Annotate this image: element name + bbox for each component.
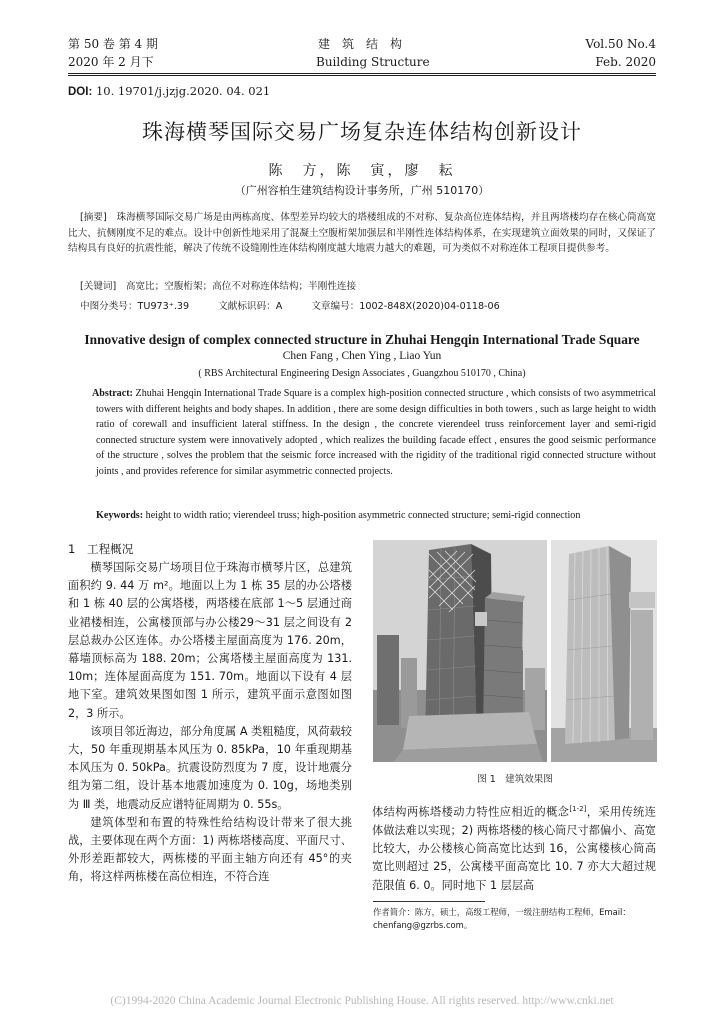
classification-row — [80, 298, 526, 312]
section-1-paragraph-2: 该项目邻近海边，部分角度属 A 类粗糙度，风荷载较大，50 年重现期基本风压为 0. 85kPa，10 年重现期基本风压为 0. 50kPa。抗震设防烈度为 7 度，设计地震分组为第二组，设计基本地震加速度为 0. 10g，场地类别为 Ⅲ 类，地震动反应谱特征周期为 0. 55s。 — [68, 724, 352, 811]
abstract-en-text: Zhuhai Hengqin International Trade Square is a complex high-position connected structure , which consists of two asymmetrical towers with different heights and body shapes. In addition , there are some design difficulties in both towers , such as large height to width ratio of corewall and insufficient lateral stiffness. In the design , the concrete vierendeel truss reinforcement layer and semi-rigid connected structure system were innovatively adopted , which realizes the building facade effect , ensures the good seismic performance of the structure , solves the problem that the seismic force increased with the rigidity of the traditional rigid connected structure without joints , and provides reference for similar asymmetric connected projects. — [96, 388, 656, 477]
continued-text-b: ，采用传统连体做法难以实现；2) 两栋塔楼的核心筒尺寸都偏小、高宽比较大，办公楼核心筒高宽比达到 16，公寓楼核心筒高宽比则超过 25，公寓楼平面高宽比 10. 7 亦大大超过规范限值 6. 0。同时地下 1 层层高 — [372, 805, 656, 892]
keywords-cn-label: [关键词] — [80, 281, 117, 292]
title-en: Innovative design of complex connected structure in Zhuhai Hengqin International Trade Square — [84, 332, 640, 347]
header-rule-thin — [68, 75, 656, 76]
section-1-paragraph-3: 建筑体型和布置的特殊性给结构设计带来了很大挑战，主要体现在两个方面：1) 两栋塔楼高度、平面尺寸、外形差距都较大，两栋楼的平面主轴方向还有 45°的夹角，将这样两栋楼在高位相连，不符合连 — [68, 815, 352, 884]
keywords-cn-text: 高宽比；空腹桁架；高位不对称连体结构；半刚性连接 — [125, 281, 357, 292]
abstract-en — [92, 386, 656, 480]
article-number: 文章编号：1002-848X(2020)04-0118-06 — [311, 301, 500, 312]
section-1-paragraph-1: 横琴国际交易广场项目位于珠海市横琴片区，总建筑面积约 9. 44 万 m²。地面以上为 1 栋 35 层的办公塔楼和 1 栋 40 层的公寓塔楼，两塔楼在底部 1～5 层通过商业裙楼相连，公寓楼顶部与办公楼29～31 层之间设有 2 层总裁办公区连体。办公塔楼主屋面高度为 176. 20m，幕墙顶标高为 188. 20m；公寓塔楼主屋面高度为 131. 10m；连体屋面高度为 151. 70m。地面以下设有 4 层地下室。建筑效果图如图 1 所示，建筑平面示意图如图 2，3 所示。 — [68, 561, 352, 720]
figure-1-rendering — [373, 540, 657, 762]
figure-1-caption: 图 1 建筑效果图 — [477, 774, 553, 785]
keywords-en-text: height to width ratio; vierendeel truss; high-position asymmetric connected structure; semi-rigid connection — [145, 510, 581, 521]
abstract-en-label: Abstract: — [92, 388, 133, 399]
header-date-cn: 2020 年 2 月下 — [68, 55, 154, 69]
section-1 — [68, 540, 352, 887]
author-footnote: 作者简介：陈方，硕士，高级工程师，一级注册结构工程师，Email：chenfang@gzrbs.com。 — [373, 907, 631, 930]
section-1-heading: 1 工程概况 — [68, 542, 134, 556]
affiliation-en: ( RBS Architectural Engineering Design Associates , Guangzhou 510170 , China) — [198, 368, 526, 379]
header-rule — [68, 73, 656, 74]
citation-1-2: [1-2] — [569, 805, 587, 813]
title-cn: 珠海横琴国际交易广场复杂连体结构创新设计 — [142, 120, 582, 144]
authors-en: Chen Fang , Chen Ying , Liao Yun — [282, 350, 442, 362]
doi-value: 10. 19701/j.jzjg.2020. 04. 021 — [95, 84, 271, 98]
clc-number: 中图分类号：TU973⁺.39 — [80, 301, 190, 312]
doi — [68, 84, 270, 98]
abstract-cn-label: [摘要] — [80, 212, 107, 223]
affiliation-cn: （广州容柏生建筑结构设计事务所，广州 510170） — [234, 184, 490, 197]
abstract-cn — [68, 210, 656, 257]
doi-label: DOI: — [68, 86, 93, 98]
header-journal-cn: 建 筑 结 构 — [318, 37, 403, 51]
keywords-cn — [80, 280, 656, 294]
continued-text-a: 体结构两栋塔楼动力特性应相近的概念 — [372, 805, 570, 819]
keywords-en-label: Keywords: — [96, 510, 144, 521]
section-1-continued — [372, 800, 656, 895]
document-code: 文献标识码：A — [218, 301, 283, 312]
abstract-cn-text: 珠海横琴国际交易广场是由两栋高度、体型差异均较大的塔楼组成的不对称、复杂高位连体结构，并且两塔楼均存在核心筒高宽比大、抗侧刚度不足的难点。设计中创新性地采用了混凝土空腹桁架加强层和半刚性连体结构体系，在实现建筑立面效果的同时，又保证了结构具有良好的抗震性能，解决了传统不设缝刚性连体结构刚度越大地震力越大的难题，可为类似不对称连体工程项目提供参考。 — [68, 212, 656, 254]
header-volume-cn: 第 50 卷 第 4 期 — [68, 37, 158, 51]
header-volume-en: Vol.50 No.4 — [585, 37, 656, 51]
header-date-en: Feb. 2020 — [595, 55, 656, 69]
authors-cn: 陈 方，陈 寅，廖 耘 — [268, 163, 456, 179]
header-journal-en: Building Structure — [316, 55, 430, 69]
footnote-rule — [373, 901, 485, 902]
copyright-line: (C)1994-2020 China Academic Journal Electronic Publishing House. All rights reserved. http://www.cnki.net — [110, 995, 614, 1007]
keywords-en — [96, 510, 656, 521]
